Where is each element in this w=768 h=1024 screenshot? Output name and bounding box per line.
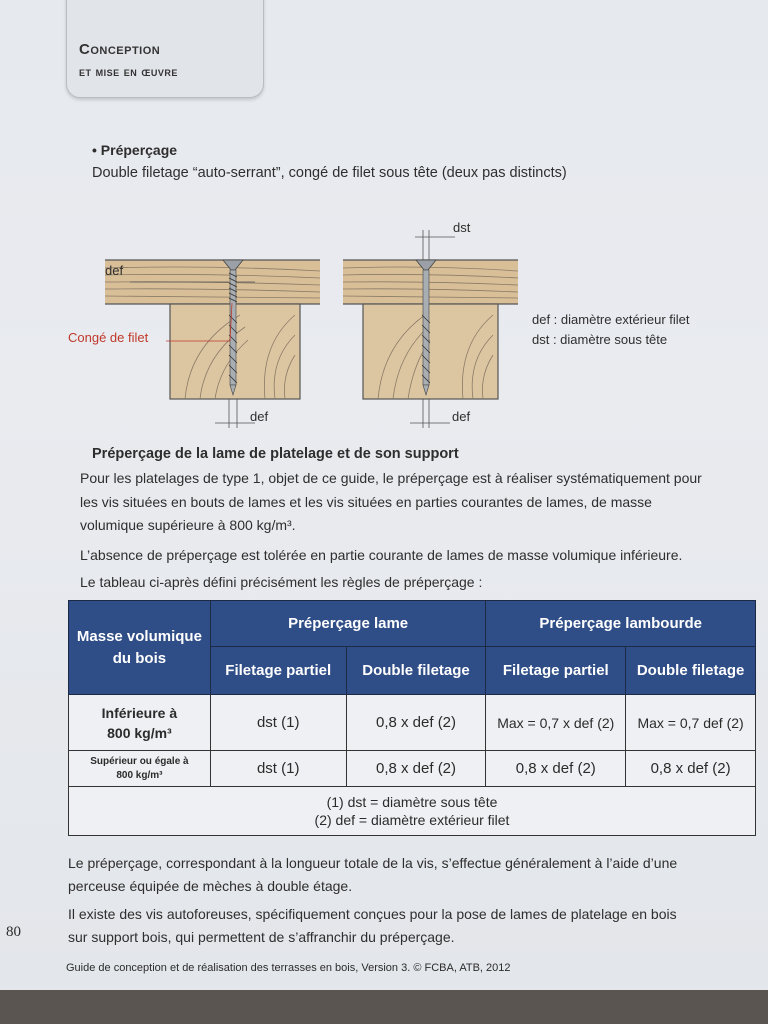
section-subtitle: Double filetage “auto-serrant”, congé de filet sous tête (deux pas distincts) [92,165,567,181]
screw-figure [60,215,750,440]
after-p1-line1: Le préperçage, correspondant à la longueur totale de la vis, s’effectue généralement à l’aide d’une [68,855,678,871]
header-group-lame: Préperçage lame [210,601,486,647]
cell: dst (1) [210,751,346,787]
support-joist-right [363,304,498,399]
chapter-subtitle: et mise en œuvre [79,64,178,79]
page-number: 80 [6,924,21,940]
chapter-tab [66,0,264,98]
label-dst: dst [453,220,471,235]
preperage-table-wrap [68,600,756,836]
para1-line2: les vis situées en bouts de lames et les vis situées en parties courantes de lames, de masse [80,494,652,510]
page-footer: Guide de conception et de réalisation des terrasses en bois, Version 3. © FCBA, ATB, 2012 [66,962,511,974]
cell: Max = 0,7 x def (2) [486,695,626,751]
table-row [69,695,756,751]
cell: dst (1) [210,695,346,751]
header-lambourde-double-filetage: Double filetage [626,647,756,695]
chapter-title: Conception [79,41,161,58]
header-masse-volumique: Masse volumique du bois [69,601,211,695]
header-group-lambourde: Préperçage lambourde [486,601,756,647]
label-def-bottom-left: def [250,409,269,424]
body-heading: Préperçage de la lame de platelage et de son support [92,446,459,462]
para1-line1: Pour les platelages de type 1, objet de ce guide, le préperçage est à réaliser systématiquement pour [80,470,702,486]
legend-def: def : diamètre extérieur filet [532,312,690,327]
table-notes-row [69,787,756,836]
para3: Le tableau ci-après défini précisément les règles de préperçage : [80,574,483,590]
after-p1-line2: perceuse équipée de mèches à double étage. [68,878,353,894]
label-def-bottom-right: def [452,409,471,424]
header-lame-filetage-partiel: Filetage partiel [210,647,346,695]
cell: 0,8 x def (2) [486,751,626,787]
label-conge-de-filet: Congé de filet [68,330,149,345]
note-1: (1) dst = diamètre sous tête [326,794,498,810]
para2: L’absence de préperçage est tolérée en partie courante de lames de masse volumique inférieure. [80,547,683,563]
para1-line3: volumique supérieure à 800 kg/m³. [80,517,296,533]
cell: 0,8 x def (2) [346,695,486,751]
label-def-top: def [105,263,124,278]
preperage-table [68,600,756,836]
cell: Max = 0,7 def (2) [626,695,756,751]
row-label: Inférieure à 800 kg/m³ [69,695,211,751]
cell: 0,8 x def (2) [626,751,756,787]
after-p2-line1: Il existe des vis autoforeuses, spécifiquement conçues pour la pose de lames de platelage en bois [68,906,677,922]
table-row [69,751,756,787]
header-lame-double-filetage: Double filetage [346,647,486,695]
background-surface [0,990,768,1024]
table-notes [69,787,756,836]
row-label: Supérieur ou égale à 800 kg/m³ [69,751,211,787]
after-p2-line2: sur support bois, qui permettent de s’affranchir du préperçage. [68,929,455,945]
note-2: (2) def = diamètre extérieur filet [314,812,510,828]
screw-diagram [60,215,750,440]
header-lambourde-filetage-partiel: Filetage partiel [486,647,626,695]
cell: 0,8 x def (2) [346,751,486,787]
legend-dst: dst : diamètre sous tête [532,332,668,347]
section-bullet-title: • Préperçage [92,142,178,158]
